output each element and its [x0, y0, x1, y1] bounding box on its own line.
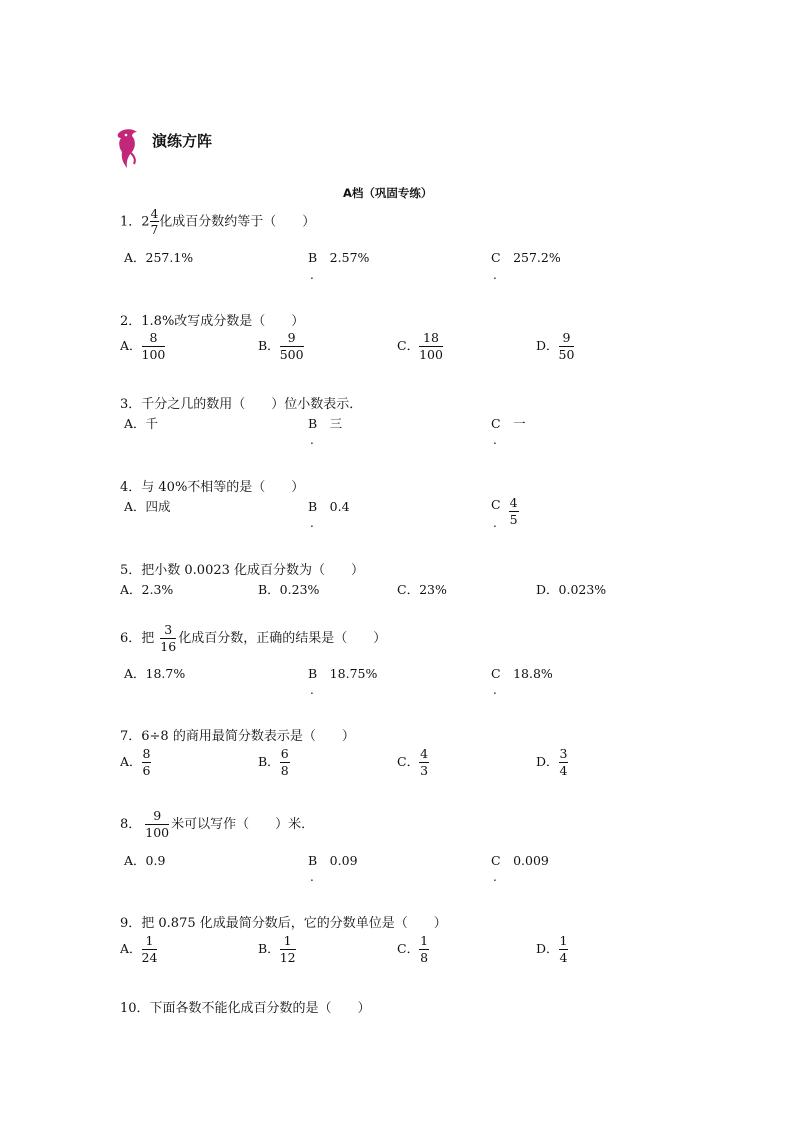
q2-option-d[interactable]: D． $\frac{9}{50}$ — [536, 330, 575, 362]
question-1: 1．2 $\frac{4}{7}$ 化成百分数约等于（ ） — [120, 207, 316, 237]
q6-option-b[interactable]: B 18.75% — [308, 666, 378, 681]
q9-option-c[interactable]: C． $\frac{1}{8}$ — [397, 933, 429, 965]
q8-option-b[interactable]: B 0.09 — [308, 853, 358, 868]
dot: . — [493, 268, 497, 282]
dot: . — [310, 433, 314, 447]
q5-option-d[interactable]: D．0.023% — [536, 582, 607, 597]
q4-option-a[interactable]: A．四成 — [124, 499, 171, 514]
q7-option-c[interactable]: C． $\frac{4}{3}$ — [397, 746, 429, 778]
dot: . — [310, 268, 314, 282]
q7-option-d[interactable]: D． $\frac{3}{4}$ — [536, 746, 568, 778]
q4-option-c[interactable]: C $\frac{4}{5}$ — [491, 495, 518, 527]
q5-option-b[interactable]: B．0.23% — [258, 582, 320, 597]
question-10: 10．下面各数不能化成百分数的是（ ） — [120, 1001, 371, 1016]
q5-option-c[interactable]: C．23% — [397, 582, 447, 597]
dot: . — [493, 683, 497, 697]
dot: . — [493, 870, 497, 884]
q5-option-a[interactable]: A．2.3% — [120, 582, 174, 597]
dot: . — [493, 516, 497, 530]
q9-option-a[interactable]: A． $\frac{1}{24}$ — [120, 933, 158, 965]
q8-option-a[interactable]: A．0.9 — [124, 853, 166, 868]
q3-option-b[interactable]: B 三 — [308, 416, 343, 431]
q6-option-c[interactable]: C 18.8% — [491, 666, 553, 681]
question-7: 7．6÷8 的商用最简分数表示是（ ） — [120, 729, 355, 744]
q9-option-b[interactable]: B． $\frac{1}{12}$ — [258, 933, 296, 965]
q7-option-a[interactable]: A． $\frac{8}{6}$ — [120, 746, 151, 778]
q1-option-a[interactable]: A．257.1% — [124, 250, 194, 265]
subsection-title: A档（巩固专练） — [343, 186, 433, 200]
q2-option-b[interactable]: B． $\frac{9}{500}$ — [258, 330, 304, 362]
dot: . — [310, 516, 314, 530]
q9-option-d[interactable]: D． $\frac{1}{4}$ — [536, 933, 568, 965]
q2-option-c[interactable]: C． $\frac{18}{100}$ — [397, 330, 443, 362]
q7-option-b[interactable]: B． $\frac{6}{8}$ — [258, 746, 289, 778]
dot: . — [493, 433, 497, 447]
question-5: 5．把小数 0.0023 化成百分数为（ ） — [120, 563, 365, 578]
section-title: 演练方阵 — [152, 132, 213, 150]
q1-option-c[interactable]: C 257.2% — [491, 250, 561, 265]
question-4: 4．与 40%不相等的是（ ） — [120, 480, 305, 495]
question-8: 8． $\frac{9}{100}$ 米可以写作（ ）米． — [120, 808, 315, 840]
dolphin-icon — [112, 126, 142, 170]
question-6: 6．把 $\frac{3}{16}$ 化成百分数，正确的结果是（ ） — [120, 622, 387, 654]
question-9: 9．把 0.875 化成最简分数后，它的分数单位是（ ） — [120, 916, 447, 931]
q6-option-a[interactable]: A．18.7% — [124, 666, 186, 681]
q8-option-c[interactable]: C 0.009 — [491, 853, 549, 868]
question-3: 3．千分之几的数用（ ）位小数表示． — [120, 397, 363, 412]
question-2: 2．1.8%改写成分数是（ ） — [120, 314, 305, 329]
q3-option-c[interactable]: C 一 — [491, 416, 526, 431]
q4-option-b[interactable]: B 0.4 — [308, 499, 350, 514]
q2-option-a[interactable]: A． $\frac{8}{100}$ — [120, 330, 166, 362]
dot: . — [310, 870, 314, 884]
q3-option-a[interactable]: A．千 — [124, 416, 159, 431]
dot: . — [310, 683, 314, 697]
q1-option-b[interactable]: B 2.57% — [308, 250, 370, 265]
